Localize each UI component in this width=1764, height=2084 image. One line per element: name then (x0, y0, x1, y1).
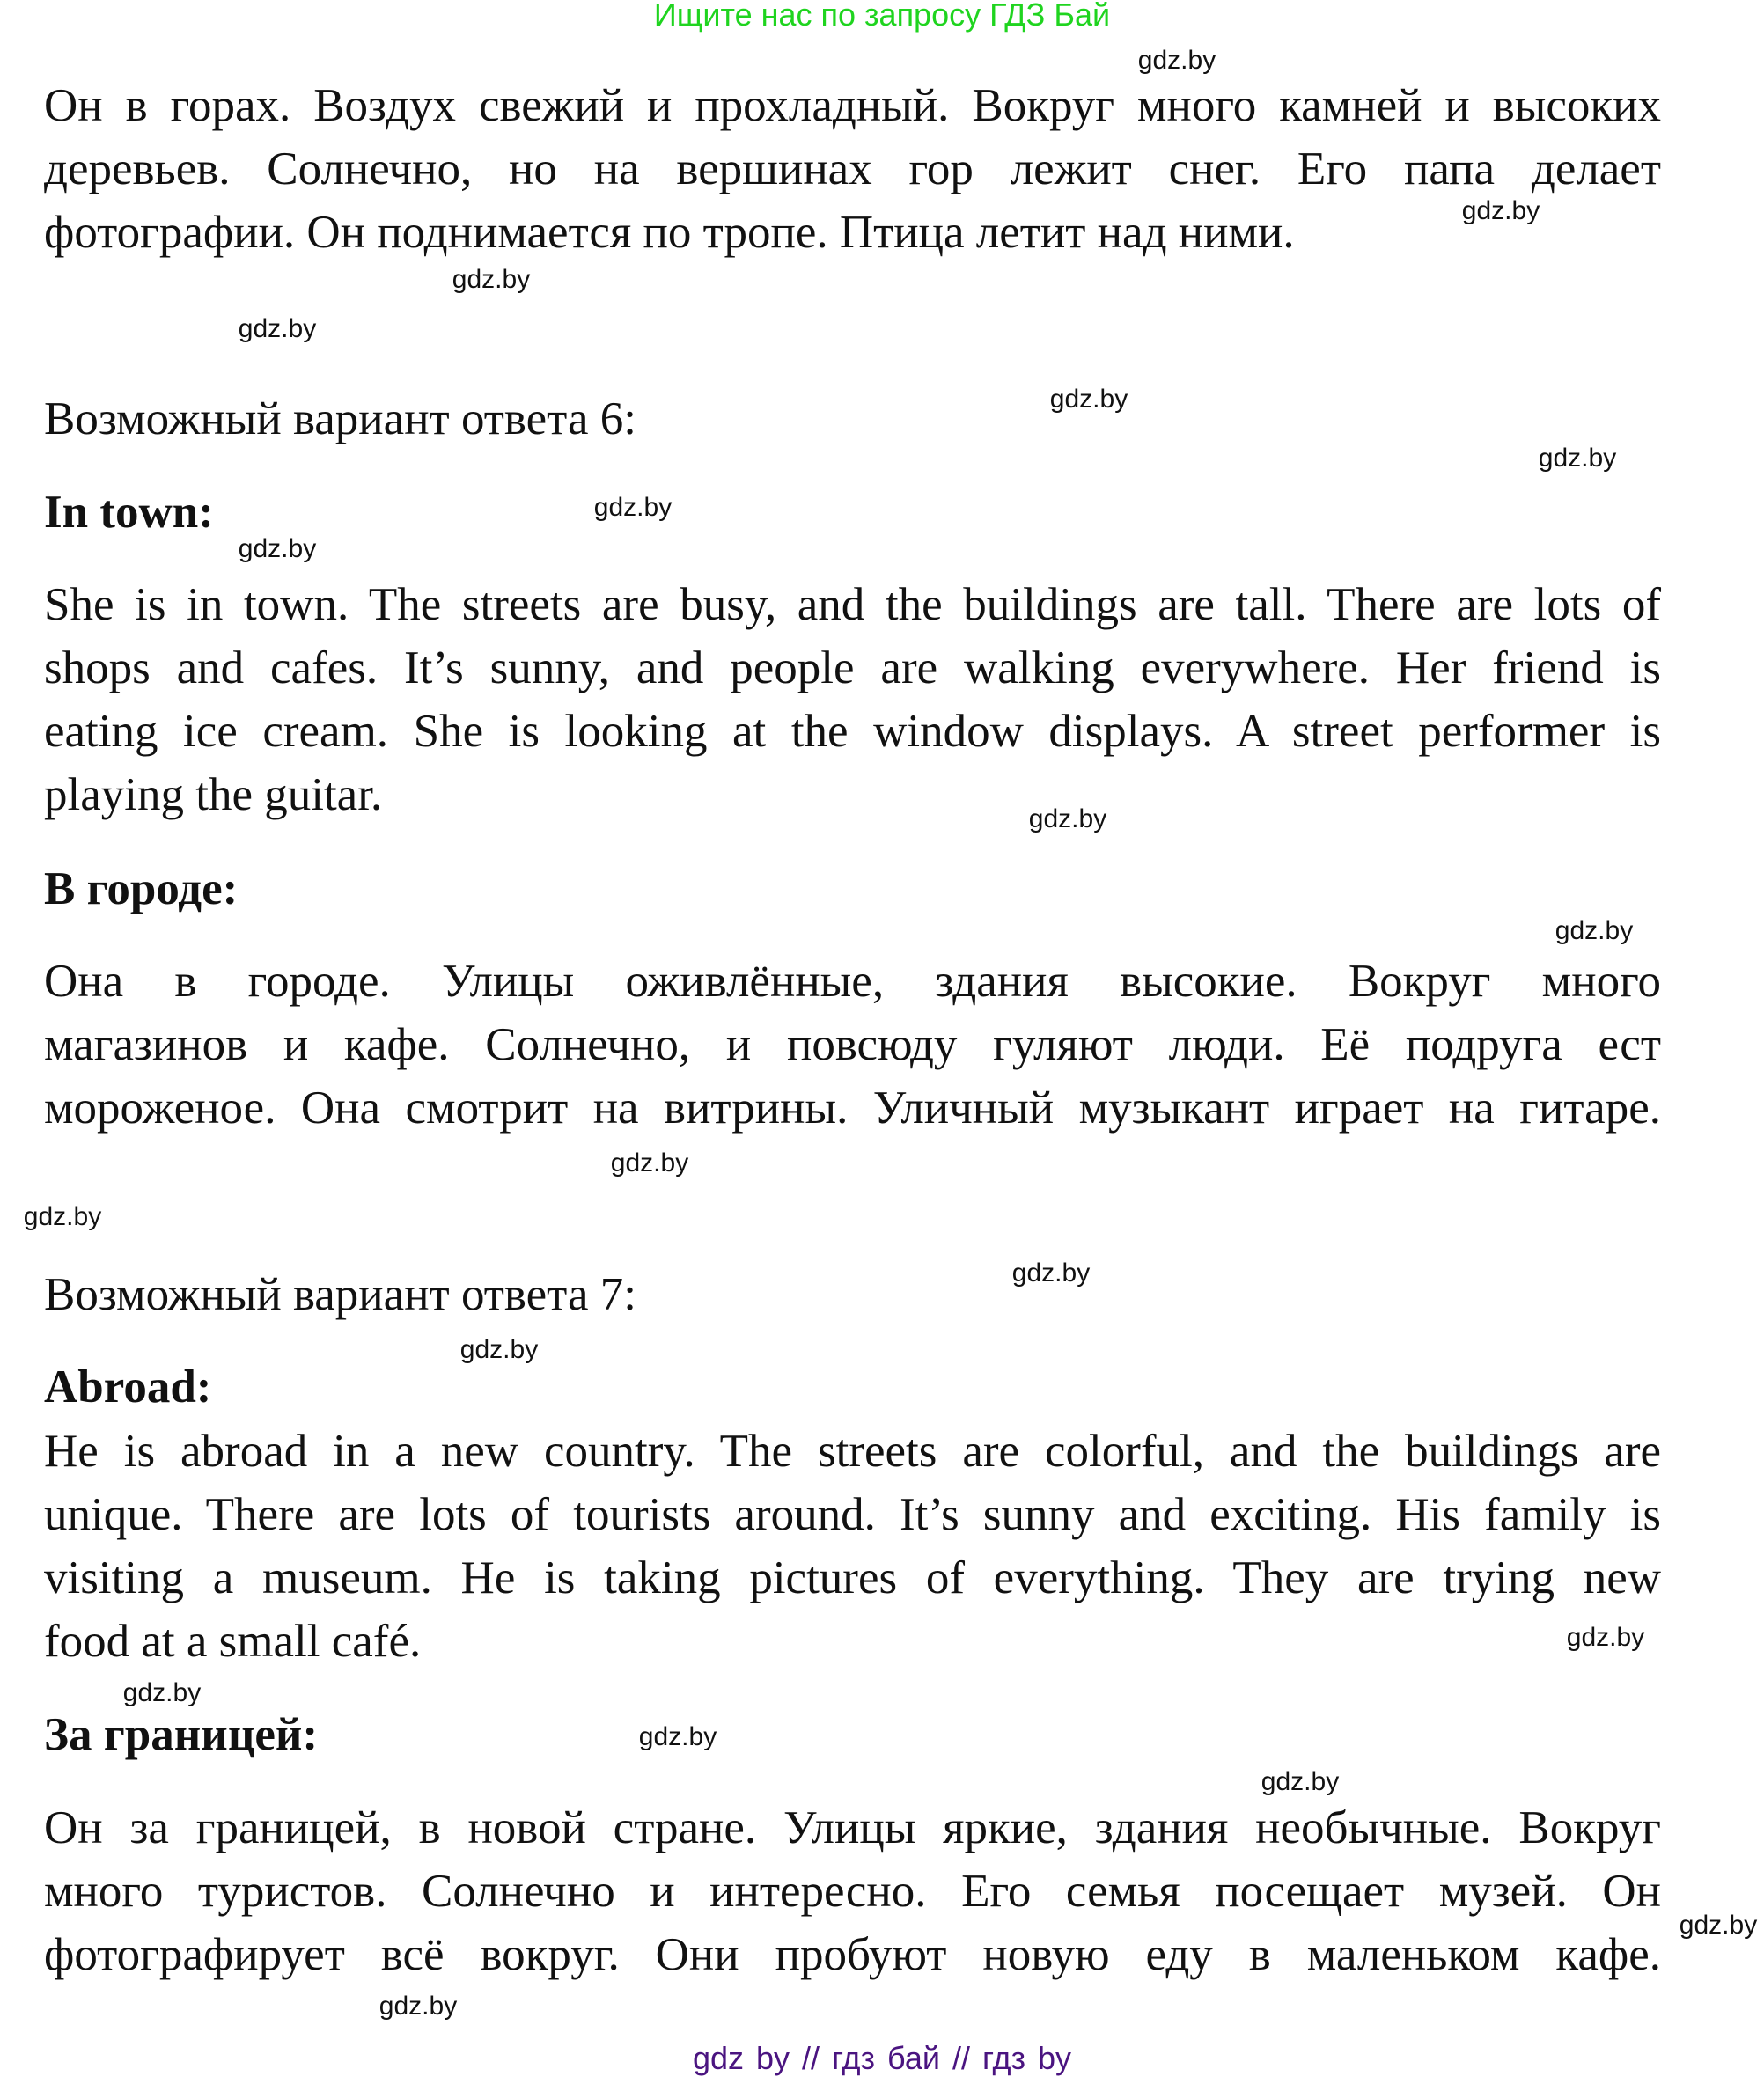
watermark: gdz.by (459, 1335, 539, 1364)
text-line: playing the guitar. (44, 769, 383, 820)
town-ru-heading: В городе: (44, 863, 239, 914)
watermark: gdz.by (1028, 804, 1107, 833)
in-town-heading: In town: (44, 487, 214, 538)
text-line: фотографии. Он поднимается по тропе. Птица летит над ними. (44, 207, 1295, 258)
text-line: shops and cafes. It’s sunny, and people are walking everywhere. Her friend is (44, 642, 1661, 693)
watermark: gdz.by (238, 534, 317, 563)
watermark: gdz.by (1679, 1911, 1758, 1940)
paragraph-town-en (44, 573, 1661, 826)
watermark: gdz.by (238, 314, 317, 343)
watermark: gdz.by (1566, 1623, 1645, 1652)
text-line: unique. There are lots of tourists around. It’s sunny and exciting. His family is (44, 1489, 1661, 1540)
text-line: He is abroad in a new country. The streets are colorful, and the buildings are (44, 1426, 1661, 1477)
abroad-heading: Abroad: (44, 1361, 212, 1413)
watermark: gdz.by (1461, 196, 1540, 225)
watermark: gdz.by (23, 1202, 102, 1231)
footer-links[interactable]: gdz by // гдз бай // гдз by (692, 2040, 1072, 2076)
paragraph-town-ru (44, 950, 1661, 1140)
watermark: gdz.by (1555, 916, 1634, 945)
text-line: She is in town. The streets are busy, and the buildings are tall. There are lots of (44, 579, 1661, 630)
watermark: gdz.by (1261, 1767, 1340, 1796)
text-line: мороженое. Она смотрит на витрины. Уличный музыкант играет на гитаре. (44, 1082, 1661, 1134)
text-line: Она в городе. Улицы оживлённые, здания высокие. Вокруг много (44, 956, 1661, 1007)
text-line: food at a small café. (44, 1616, 422, 1667)
paragraph-abroad-ru (44, 1796, 1661, 1986)
watermark: gdz.by (1538, 444, 1617, 473)
text-line: много туристов. Солнечно и интересно. Его семья посещает музей. Он (44, 1866, 1661, 1917)
abroad-ru-heading: За границей: (44, 1709, 319, 1760)
text-line: магазинов и кафе. Солнечно, и повсюду гуляют люди. Её подруга ест (44, 1019, 1661, 1070)
watermark: gdz.by (638, 1722, 717, 1751)
text-line: visiting a museum. He is taking pictures of everything. They are trying new (44, 1552, 1661, 1603)
paragraph-mountains-ru (44, 74, 1661, 264)
paragraph-abroad-en (44, 1420, 1661, 1673)
watermark: gdz.by (379, 1992, 458, 2021)
watermark: gdz.by (610, 1148, 689, 1178)
watermark: gdz.by (452, 265, 531, 294)
text-line: фотографирует всё вокруг. Они пробуют новую еду в маленьком кафе. (44, 1929, 1661, 1980)
text-line: eating ice cream. She is looking at the window displays. A street performer is (44, 706, 1661, 757)
watermark: gdz.by (1011, 1258, 1091, 1288)
variant-7-heading: Возможный вариант ответа 7: (44, 1269, 636, 1320)
text-line: Он в горах. Воздух свежий и прохладный. Вокруг много камней и высоких (44, 80, 1661, 131)
variant-6-heading: Возможный вариант ответа 6: (44, 393, 636, 444)
watermark: gdz.by (593, 493, 673, 522)
watermark: gdz.by (1137, 46, 1216, 75)
watermark: gdz.by (122, 1678, 202, 1707)
watermark: gdz.by (1049, 385, 1128, 414)
text-line: деревьев. Солнечно, но на вершинах гор лежит снег. Его папа делает (44, 143, 1661, 194)
text-line: Он за границей, в новой стране. Улицы яркие, здания необычные. Вокруг (44, 1802, 1661, 1853)
promo-banner: Ищите нас по запросу ГДЗ Бай (653, 0, 1111, 33)
